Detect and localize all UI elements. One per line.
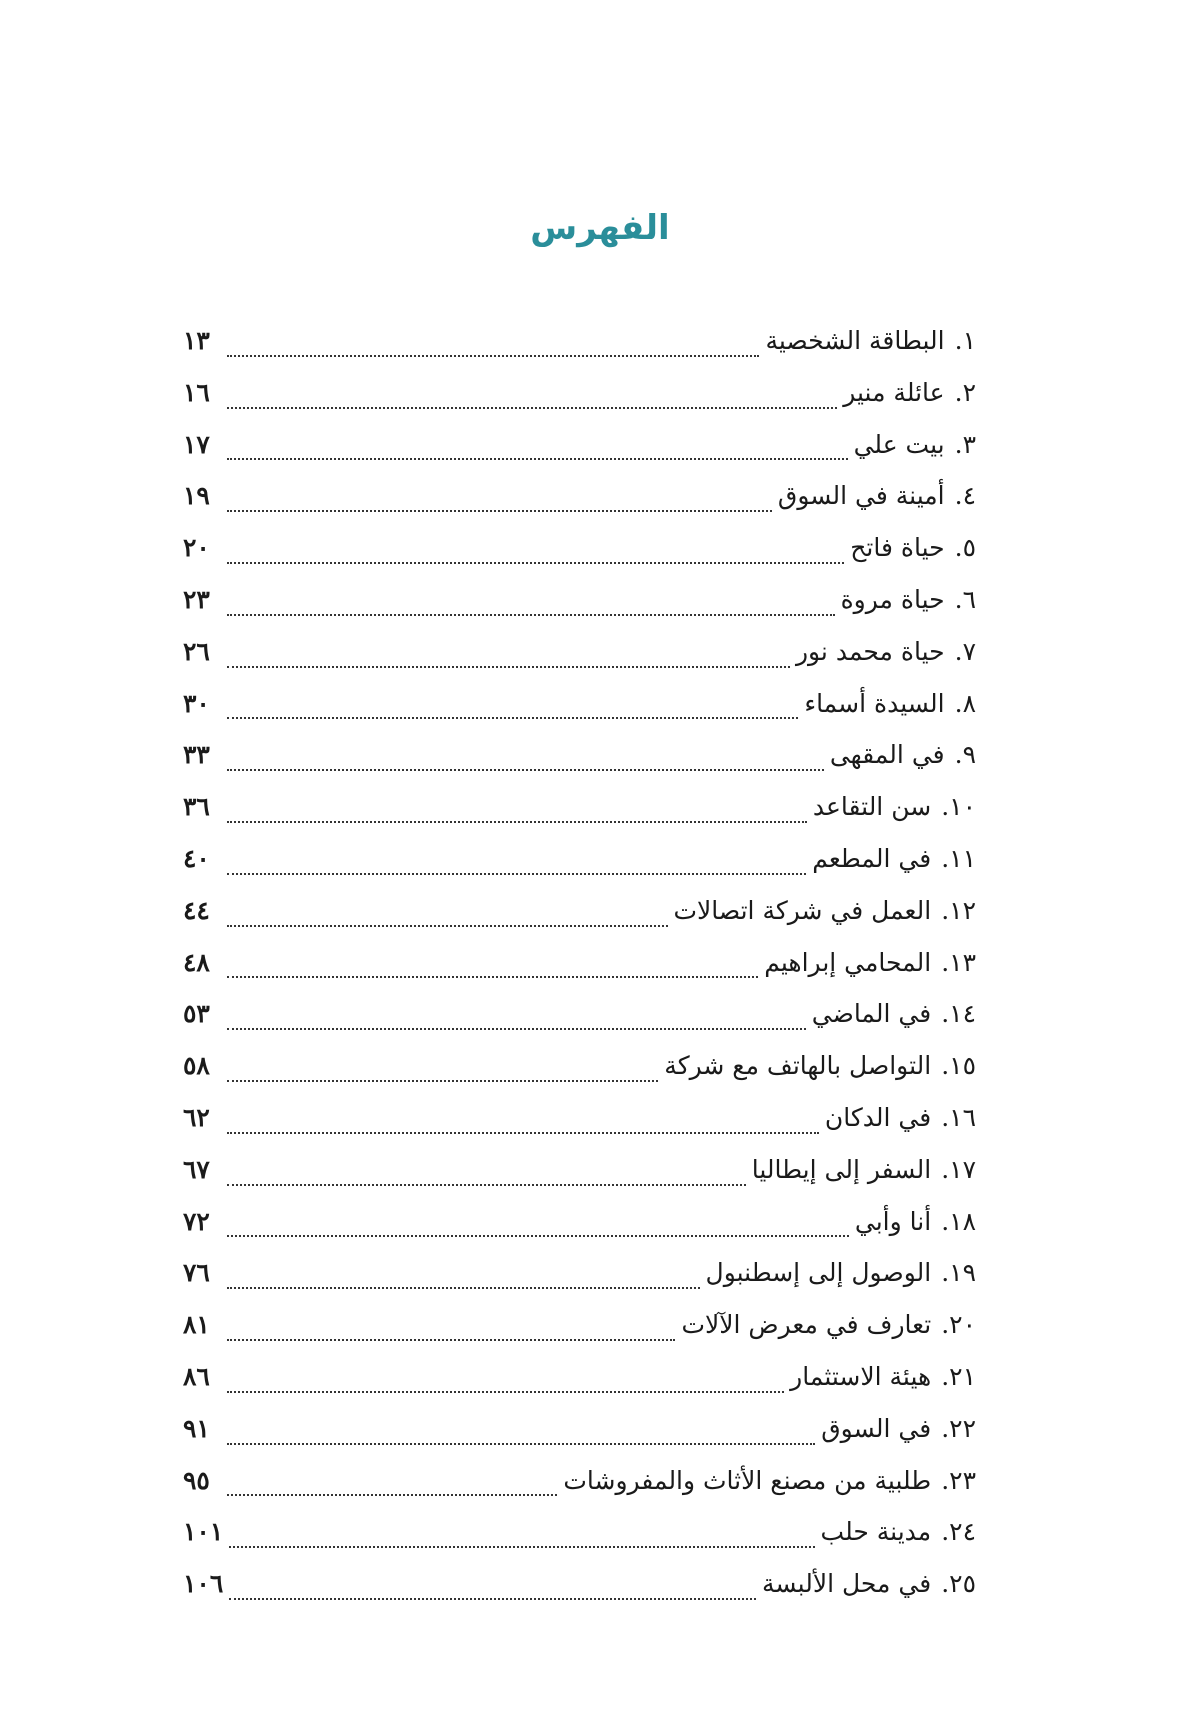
toc-entry-number: ١٩. [941,1258,976,1288]
page-title: الفهرس [530,208,670,248]
toc-label [804,689,976,718]
toc-leader-dots [227,821,807,823]
toc-entry[interactable] [183,991,976,1043]
toc-page-number: ٣٠ [183,688,210,718]
toc-entry[interactable] [183,577,976,629]
toc-entry[interactable] [183,1561,976,1613]
toc-entry-number: ٢٠. [941,1310,976,1340]
toc-label [563,1466,976,1495]
toc-page-number: ٤٠ [183,843,210,873]
toc-entry-title: عائلة منير [843,377,945,407]
toc-entry[interactable] [183,1147,976,1199]
toc-label [813,792,976,821]
toc-entry[interactable] [183,1509,976,1561]
toc-page-number: ٧٢ [183,1206,210,1236]
toc-entry-title: في المقهى [829,740,945,770]
toc-entry-title: حياة فاتح [850,533,945,563]
toc-entry-number: ١٠. [941,792,976,822]
toc-leader-dots [227,873,806,875]
toc-page-number: ١٠١ [183,1517,224,1547]
toc-leader-dots [227,355,759,357]
toc-entry-number: ٨. [954,688,976,718]
toc-leader-dots [227,1391,784,1393]
toc-entry-title: المحامي إبراهيم [764,947,932,977]
toc-label [674,896,977,925]
toc-page-number: ٤٨ [183,947,210,977]
toc-entry-number: ٢٣. [941,1465,976,1495]
toc-entry[interactable] [183,1250,976,1302]
toc-entry-number: ١٦. [941,1102,976,1132]
toc-entry-number: ١٥. [941,1051,976,1081]
toc-entry-title: السيدة أسماء [804,688,945,718]
toc-entry-number: ٢٤. [941,1517,976,1547]
toc-entry-number: ١. [954,326,976,355]
toc-entry-number: ١١. [941,843,976,873]
toc-leader-dots [227,1235,849,1237]
toc-entry-title: أنا وأبي [854,1206,932,1236]
toc-page-number: ٦٧ [183,1154,210,1184]
toc-entry-title: في المطعم [812,843,932,873]
toc-page-number: ٧٦ [183,1258,210,1288]
toc-label [681,1310,976,1339]
toc-entry-title: السفر إلى إيطاليا [751,1154,932,1184]
toc-leader-dots [227,407,837,409]
toc-entry[interactable] [183,422,976,474]
toc-entry[interactable] [183,318,976,370]
toc-entry-number: ٥. [954,533,976,563]
toc-page-number: ٤٤ [183,895,210,925]
toc-leader-dots [227,666,790,668]
toc-leader-dots [227,769,824,771]
toc-entry[interactable] [183,1199,976,1251]
toc-entry-number: ١٨. [941,1206,976,1236]
toc-leader-dots [227,562,844,564]
toc-entry[interactable] [183,525,976,577]
toc-entry-title: في الدكان [824,1102,932,1132]
toc-label [855,1207,976,1236]
toc-leader-dots [227,1184,746,1186]
toc-page-number: ٣٣ [183,740,210,770]
toc-leader-dots [227,1443,815,1445]
toc-entry-title: التواصل بالهاتف مع شركة [664,1051,932,1081]
toc-label [664,1051,976,1080]
toc-entry[interactable] [183,473,976,525]
toc-entry-title: في السوق [821,1413,932,1443]
toc-leader-dots [227,925,668,927]
toc-page-number: ١٦ [183,377,210,407]
toc-entry[interactable] [183,836,976,888]
toc-page-number: ١٣ [183,326,210,355]
toc-entry-title: حياة محمد نور [795,636,945,666]
toc-label [752,1155,976,1184]
toc-entry[interactable] [183,681,976,733]
toc-leader-dots [229,1546,814,1548]
toc-leader-dots [227,976,758,978]
toc-label [812,844,976,873]
toc-entry[interactable] [183,732,976,784]
toc-entry-number: ٩. [954,740,976,770]
toc-entry[interactable] [183,1406,976,1458]
toc-entry-title: العمل في شركة اتصالات [673,895,932,925]
toc-entry-number: ٢١. [941,1361,976,1391]
toc-page-number: ٨١ [183,1310,210,1340]
toc-entry[interactable] [183,1095,976,1147]
toc-entry-title: حياة مروة [840,584,945,614]
toc-label [796,637,976,666]
toc-entry-title: طلبية من مصنع الأثاث والمفروشات [563,1465,932,1495]
toc-entry-title: البطاقة الشخصية [765,326,945,355]
toc-page-number: ٢٣ [183,584,210,614]
toc-label [764,948,976,977]
toc-page-number: ٢٦ [183,636,210,666]
toc-entry-number: ٦. [954,584,976,614]
toc-leader-dots [227,510,772,512]
toc-page-number: ٩١ [183,1413,210,1443]
toc-entry-title: بيت علي [853,429,945,459]
toc-entry[interactable] [183,784,976,836]
toc-page-number: ٣٦ [183,792,210,822]
toc-entry-title: الوصول إلى إسطنبول [705,1258,932,1288]
toc-entry-number: ١٧. [941,1154,976,1184]
toc-label [778,481,976,510]
toc-label [830,740,976,769]
toc-entry-number: ٢. [954,377,976,407]
toc-page-number: ٩٥ [183,1465,210,1495]
toc-entry-title: أمينة في السوق [777,481,945,511]
toc-entry-number: ٢٥. [941,1569,976,1599]
toc-label [762,1569,976,1598]
toc-entry[interactable] [183,370,976,422]
toc-page-number: ١٠٦ [183,1569,224,1599]
toc-label [843,378,976,407]
toc-label [821,1414,976,1443]
toc-label [821,1517,976,1546]
toc-entry-title: في محل الألبسة [761,1569,932,1599]
toc-page-number: ٥٣ [183,999,210,1029]
toc-entry[interactable] [183,1458,976,1510]
toc-entry-title: في الماضي [811,999,932,1029]
toc-label [790,1362,976,1391]
toc-page-number: ٦٢ [183,1102,210,1132]
toc-entry-number: ٣. [954,429,976,459]
toc-label [854,430,976,459]
toc-leader-dots [227,458,848,460]
toc-page-number: ١٩ [183,481,210,511]
toc-label [841,585,976,614]
toc-entry-number: ١٢. [941,895,976,925]
toc-leader-dots [227,1494,557,1496]
toc-entry[interactable] [183,940,976,992]
toc-leader-dots [227,1132,819,1134]
toc-entry[interactable] [183,1354,976,1406]
toc-entry[interactable] [183,629,976,681]
toc-label [850,533,976,562]
toc-leader-dots [227,1080,658,1082]
toc-entry-number: ٤. [954,481,976,511]
toc-page-number: ٥٨ [183,1051,210,1081]
toc-entry-title: هيئة الاستثمار [790,1361,932,1391]
toc-label [825,1103,976,1132]
toc-entry-number: ١٤. [941,999,976,1029]
toc-leader-dots [227,1339,675,1341]
toc-page-number: ٨٦ [183,1361,210,1391]
toc-leader-dots [227,1028,806,1030]
toc-leader-dots [227,1287,700,1289]
toc-entry-number: ٧. [954,636,976,666]
toc-leader-dots [227,717,798,719]
toc-page-number: ٢٠ [183,533,210,563]
toc-entry[interactable] [183,1302,976,1354]
toc-entry[interactable] [183,1043,976,1095]
toc-label [706,1258,976,1287]
toc-entry-title: تعارف في معرض الآلات [681,1310,932,1340]
toc-entry-number: ٢٢. [941,1413,976,1443]
toc-page-number: ١٧ [183,429,210,459]
toc-leader-dots [227,614,835,616]
toc-entry[interactable] [183,888,976,940]
toc-entry-number: ١٣. [941,947,976,977]
toc-entry-title: سن التقاعد [812,792,932,822]
toc-label [812,999,976,1028]
table-of-contents [183,318,976,1613]
toc-label [765,326,976,355]
toc-entry-title: مدينة حلب [820,1517,932,1547]
toc-leader-dots [229,1598,756,1600]
